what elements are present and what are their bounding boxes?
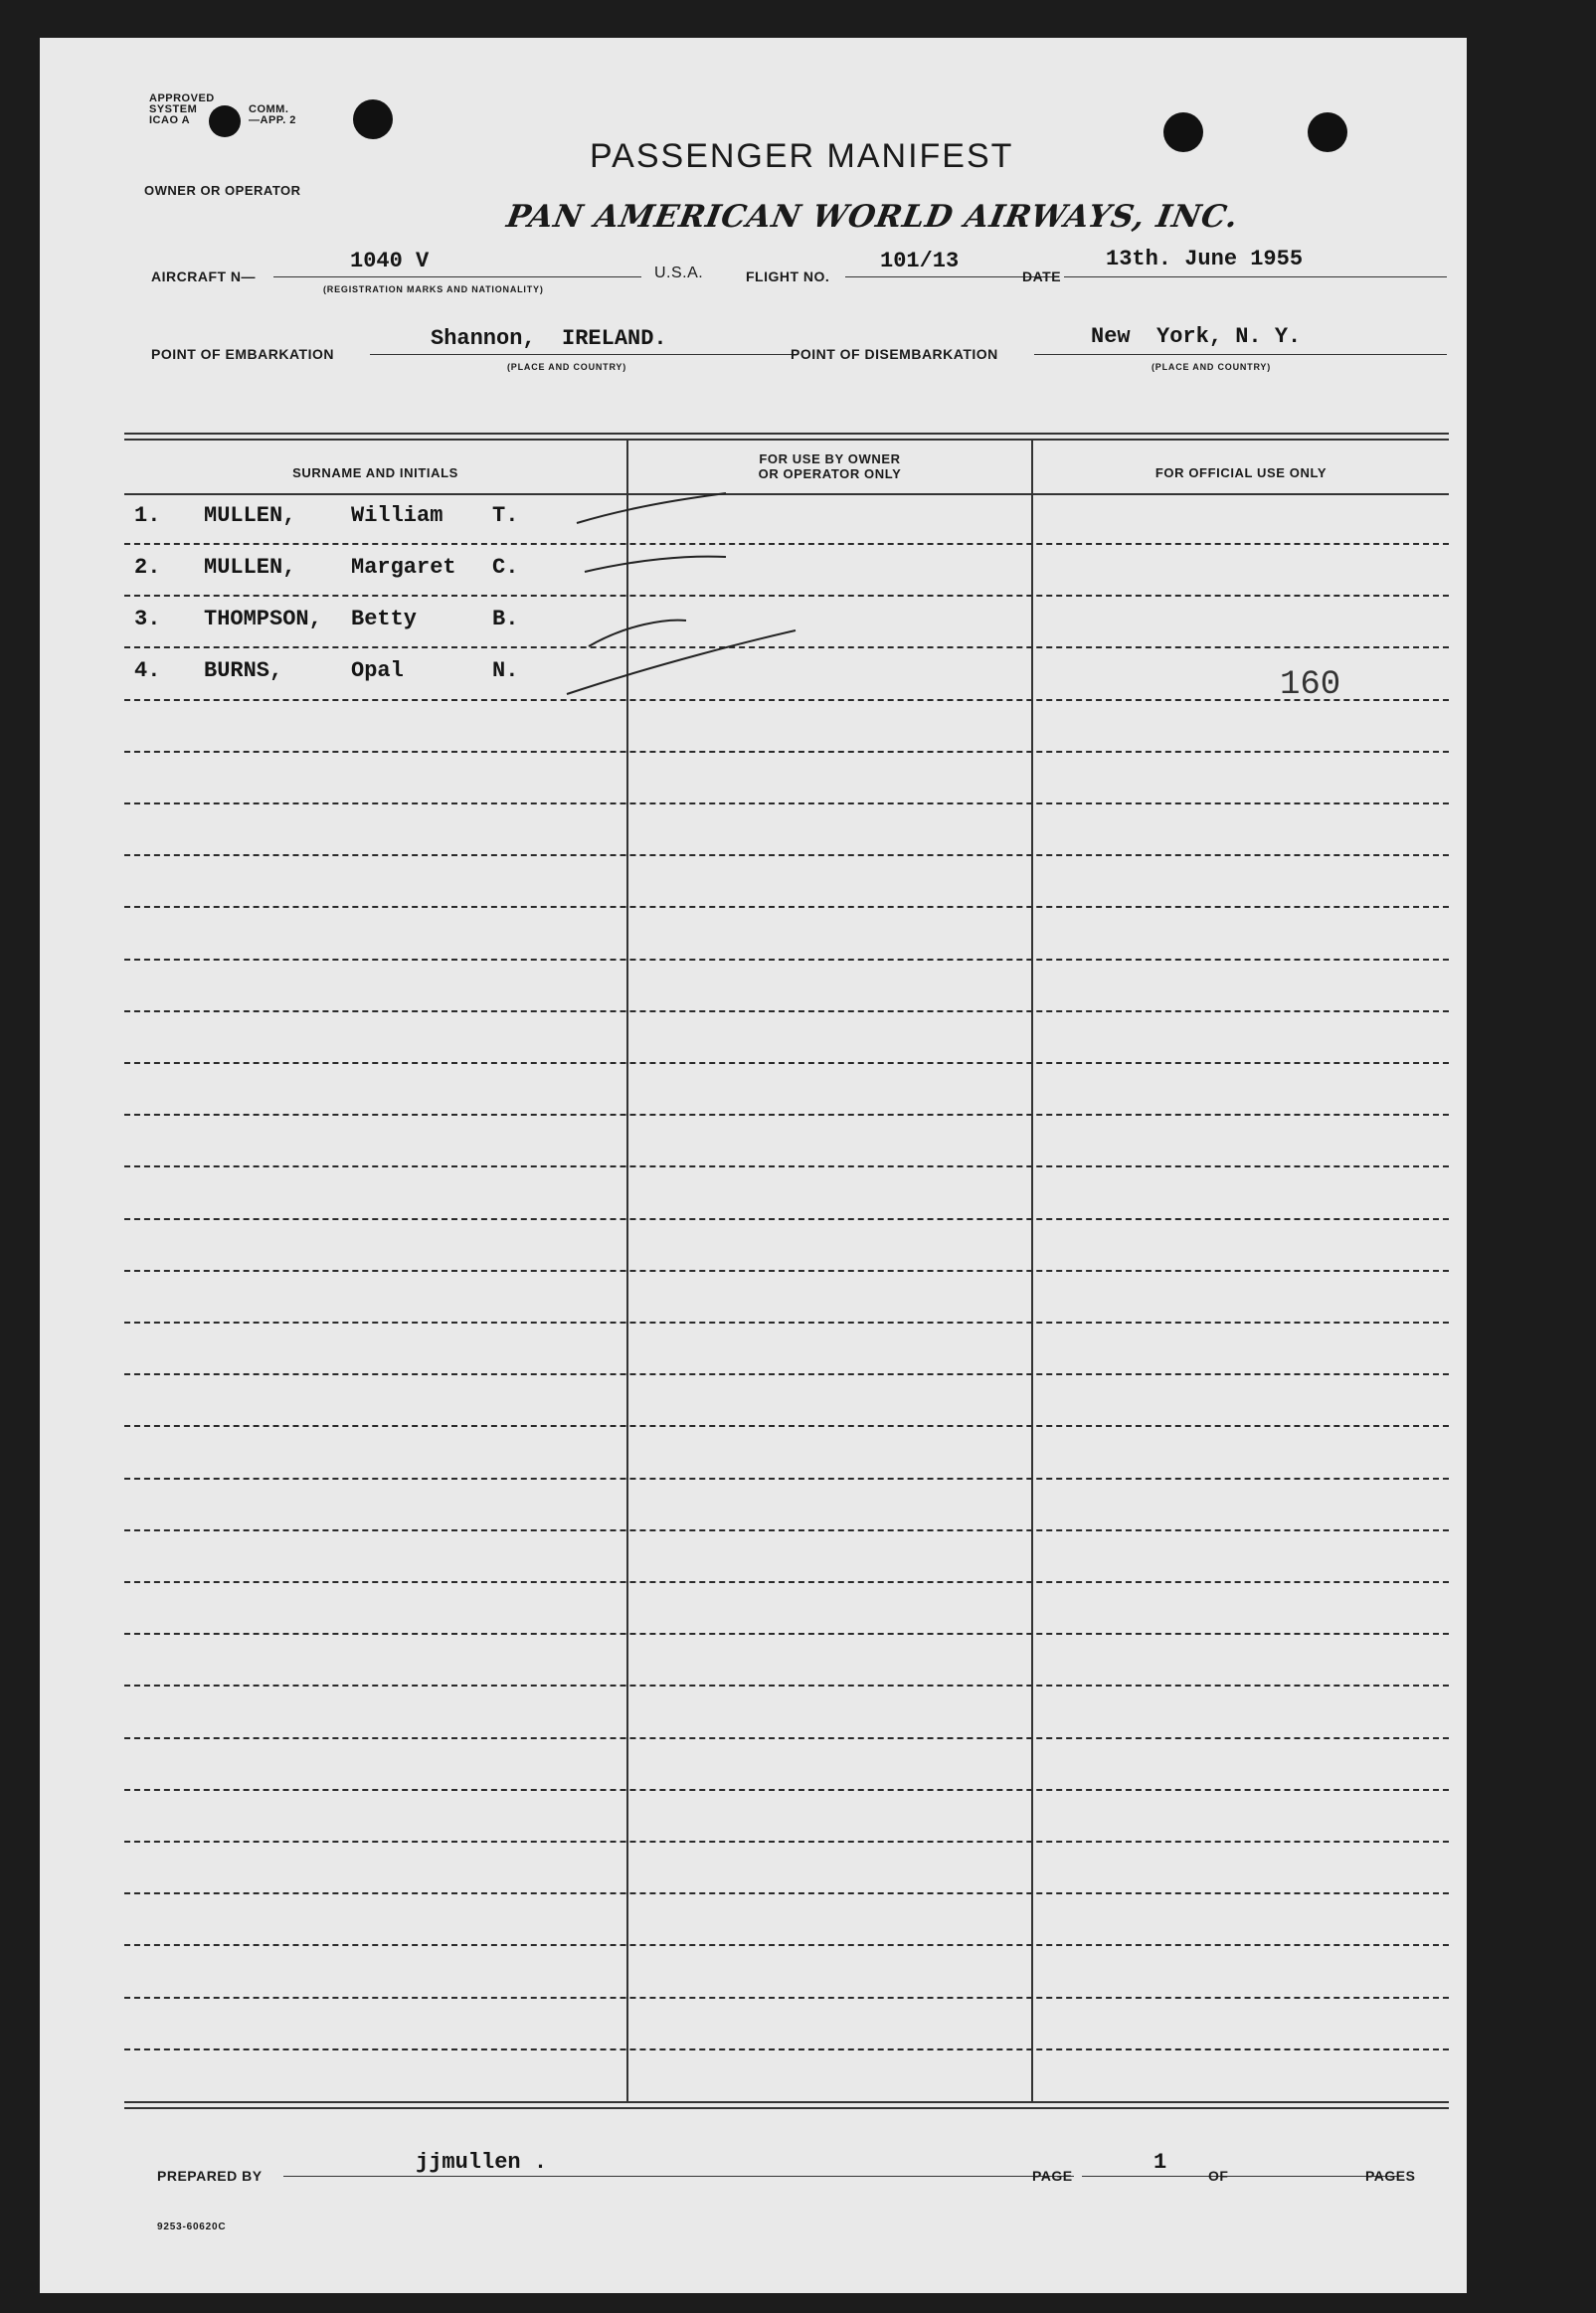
disembark-sub: (PLACE AND COUNTRY) — [1152, 362, 1272, 372]
row-initial: T. — [492, 503, 519, 528]
table-row-line — [124, 1944, 1449, 1946]
owner-label: OWNER OR OPERATOR — [144, 183, 301, 198]
official-stamp-number: 160 — [1280, 666, 1341, 704]
col-header-owner-1: FOR USE BY OWNER — [759, 451, 901, 466]
table-row-line — [124, 1685, 1449, 1687]
table-row-line — [124, 1997, 1449, 1999]
table-row-line — [124, 1841, 1449, 1843]
table-row-line — [124, 1270, 1449, 1272]
row-given-name: Opal — [351, 658, 404, 683]
embark-sub: (PLACE AND COUNTRY) — [507, 362, 627, 372]
embark-label: POINT OF EMBARKATION — [151, 346, 334, 362]
col-header-official: FOR OFFICIAL USE ONLY — [1154, 465, 1328, 480]
date-label: DATE — [1022, 268, 1062, 284]
table-row-line — [124, 1633, 1449, 1635]
aircraft-label: AIRCRAFT N— — [151, 268, 257, 284]
table-row-line — [124, 1478, 1449, 1480]
table-row-line — [124, 1529, 1449, 1531]
table-row-line — [124, 1737, 1449, 1739]
owner-value: PAN AMERICAN WORLD AIRWAYS, INC. — [503, 199, 1242, 235]
pages-label: PAGES — [1365, 2168, 1416, 2184]
date-value: 13th. June 1955 — [1106, 247, 1304, 271]
table-row-line — [124, 854, 1449, 856]
row-number: 1. — [134, 503, 161, 528]
table-row-line — [124, 1010, 1449, 1012]
table-row-line — [124, 1789, 1449, 1791]
row-initial: C. — [492, 555, 519, 580]
table-row-line — [124, 1165, 1449, 1167]
prepared-by-label: PREPARED BY — [157, 2168, 263, 2184]
table-row-line — [124, 906, 1449, 908]
table-row-line — [124, 1581, 1449, 1583]
approved-text: APPROVED — [149, 92, 215, 104]
table-row-line — [124, 959, 1449, 961]
aircraft-value: 1040 V — [350, 249, 430, 273]
col-header-surname: SURNAME AND INITIALS — [292, 465, 458, 480]
row-given-name: Margaret — [351, 555, 456, 580]
approved-icao: ICAO A — [149, 114, 191, 126]
table-row-line — [124, 1373, 1449, 1375]
embark-value: Shannon, IRELAND. — [431, 326, 667, 351]
table-row-line — [124, 1425, 1449, 1427]
page-label: PAGE — [1032, 2168, 1073, 2184]
table-row-line — [124, 1218, 1449, 1220]
flight-value: 101/13 — [880, 249, 960, 273]
row-initial: B. — [492, 607, 519, 631]
row-number: 4. — [134, 658, 161, 683]
row-surname: BURNS, — [204, 658, 283, 683]
disembark-label: POINT OF DISEMBARKATION — [791, 346, 998, 362]
flight-label: FLIGHT NO. — [746, 268, 830, 284]
page-value: 1 — [1153, 2150, 1167, 2175]
approved-system: SYSTEM — [149, 103, 198, 115]
row-given-name: William — [351, 503, 443, 528]
row-number: 2. — [134, 555, 161, 580]
usa-label: U.S.A. — [654, 265, 704, 281]
aircraft-sub: (REGISTRATION MARKS AND NATIONALITY) — [323, 284, 544, 294]
col-header-owner-2: OR OPERATOR ONLY — [758, 466, 902, 481]
row-given-name: Betty — [351, 607, 418, 631]
table-row-line — [124, 1062, 1449, 1064]
approved-app: —APP. 2 — [249, 114, 296, 126]
page-title: PASSENGER MANIFEST — [590, 137, 1014, 175]
table-row-line — [124, 1114, 1449, 1116]
table-row-line — [124, 2048, 1449, 2050]
row-surname: THOMPSON, — [204, 607, 322, 631]
table-row-line — [124, 802, 1449, 804]
row-number: 3. — [134, 607, 161, 631]
manifest-sheet — [40, 38, 1467, 2293]
prepared-by-value: jjmullen . — [416, 2150, 548, 2175]
form-number: 9253-60620C — [157, 2222, 227, 2232]
of-label: OF — [1208, 2168, 1229, 2184]
disembark-value: New York, N. Y. — [1091, 324, 1302, 349]
row-surname: MULLEN, — [204, 555, 296, 580]
table-row-line — [124, 1322, 1449, 1324]
row-surname: MULLEN, — [204, 503, 296, 528]
check-marks — [40, 38, 1467, 794]
approved-comm: COMM. — [249, 103, 289, 115]
row-initial: N. — [492, 658, 519, 683]
table-row-line — [124, 1892, 1449, 1894]
